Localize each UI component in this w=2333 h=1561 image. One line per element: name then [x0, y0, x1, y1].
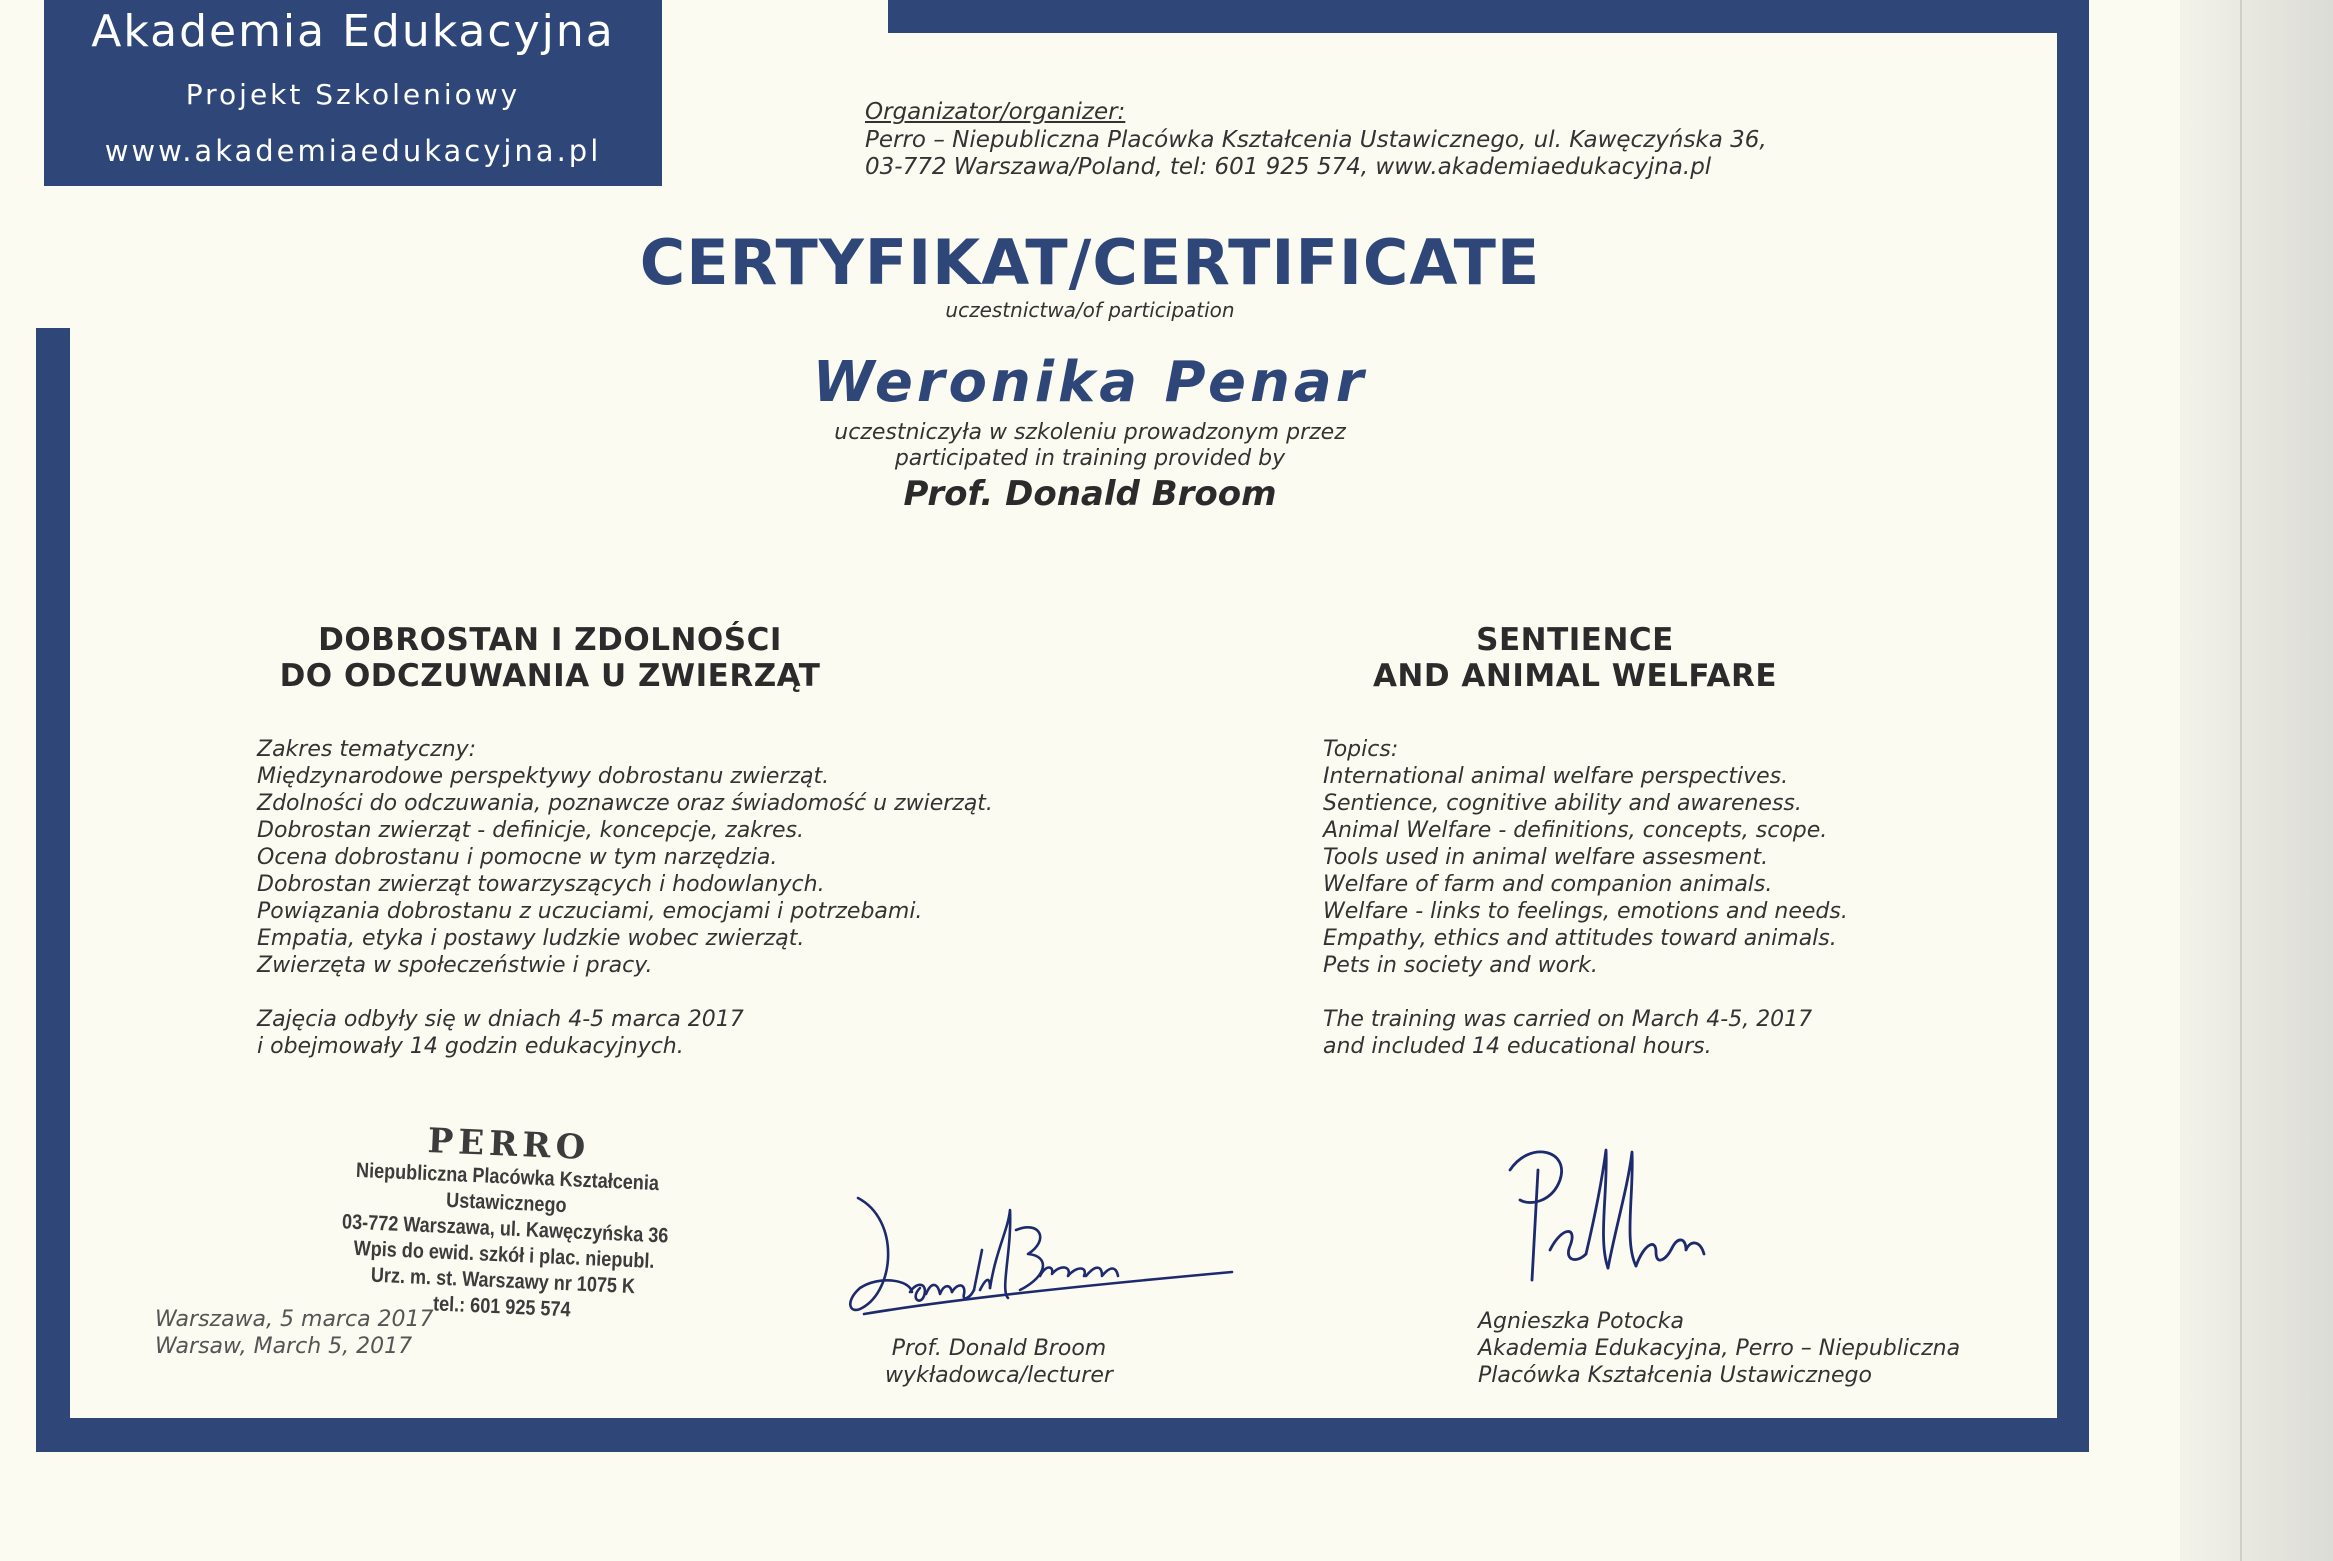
- polish-training-note: [257, 1006, 744, 1060]
- certificate-title: CERTYFIKAT/CERTIFICATE: [639, 226, 1541, 299]
- organizer-line-1: Perro – Niepubliczna Placówka Kształcenia Ustawicznego, ul. Kawęczyńska 36,: [865, 127, 1767, 153]
- frame-bottom-border: [36, 1418, 2089, 1452]
- list-item: Pets in society and work.: [1323, 953, 1598, 978]
- certificate-subtitle: uczestnictwa/of participation: [945, 298, 1235, 322]
- list-item: Tools used in animal welfare assesment.: [1323, 845, 1769, 870]
- stamp-line-5: tel.: 601 925 574: [432, 1292, 572, 1322]
- list-item: Ocena dobrostanu i pomocne w tym narzędzia.: [257, 845, 778, 870]
- logo-box: [44, 0, 662, 186]
- list-item: Zwierzęta w społeczeństwie i pracy.: [257, 953, 653, 978]
- potocka-org-2: Placówka Kształcenia Ustawicznego: [1478, 1363, 1872, 1388]
- potocka-org-1: Akademia Edukacyjna, Perro – Niepubliczna: [1478, 1336, 1961, 1361]
- participated-text-pl: uczestniczyła w szkoleniu prowadzonym przez: [834, 420, 1346, 445]
- english-note-line-1: The training was carried on March 4-5, 2017: [1323, 1007, 1813, 1032]
- logo-subtitle: Projekt Szkoleniowy: [185, 78, 521, 111]
- polish-heading-2: DO ODCZUWANIA U ZWIERZĄT: [279, 658, 821, 694]
- list-item: Empathy, ethics and attitudes toward animals.: [1323, 926, 1837, 951]
- broom-role: wykładowca/lecturer: [885, 1363, 1113, 1388]
- potocka-name: Agnieszka Potocka: [1478, 1309, 1684, 1334]
- frame-right-border: [2057, 0, 2089, 1452]
- english-heading-2: AND ANIMAL WELFARE: [1372, 658, 1778, 694]
- polish-note-line-1: Zajęcia odbyły się w dniach 4-5 marca 2017: [257, 1007, 744, 1032]
- paper-fold-line: [2240, 0, 2242, 1561]
- polish-heading-1: DOBROSTAN I ZDOLNOŚCI: [318, 622, 782, 658]
- list-item: Dobrostan zwierząt - definicje, koncepcje, zakres.: [257, 818, 804, 843]
- logo-url: www.akademiaedukacyjna.pl: [104, 134, 602, 168]
- list-item: Animal Welfare - definitions, concepts, scope.: [1323, 818, 1828, 843]
- participant-name: Weronika Penar: [812, 350, 1368, 415]
- lecturer-name: Prof. Donald Broom: [903, 474, 1277, 514]
- list-item: Międzynarodowe perspektywy dobrostanu zwierząt.: [257, 764, 830, 789]
- potocka-signature: [1490, 1130, 1770, 1300]
- participated-text-en: participated in training provided by: [894, 446, 1286, 471]
- place-date-en: Warsaw, March 5, 2017: [155, 1334, 413, 1359]
- list-item: Welfare of farm and companion animals.: [1323, 872, 1773, 897]
- paper-edge: [2180, 0, 2333, 1561]
- list-item: Sentience, cognitive ability and awareness.: [1323, 791, 1802, 816]
- place-date-pl: Warszawa, 5 marca 2017: [155, 1307, 434, 1332]
- polish-topics-label: Zakres tematyczny:: [257, 737, 477, 762]
- list-item: Empatia, etyka i postawy ludzkie wobec zwierząt.: [257, 926, 805, 951]
- organizer-label: Organizator/organizer:: [865, 99, 1126, 125]
- stamp-line-1: Niepubliczna Placówka Kształcenia Ustawicznego: [355, 1158, 660, 1218]
- stamp-line-4: Urz. m. st. Warszawy nr 1075 K: [370, 1263, 636, 1299]
- potocka-caption: [1478, 1308, 1960, 1389]
- stamp-title: PERRO: [426, 1121, 592, 1169]
- list-item: Zdolności do odczuwania, poznawcze oraz świadomość u zwierząt.: [257, 791, 993, 816]
- broom-caption: [885, 1335, 1113, 1389]
- list-item: Welfare - links to feelings, emotions and needs.: [1323, 899, 1848, 924]
- english-heading-1: SENTIENCE: [1476, 622, 1674, 658]
- english-note-line-2: and included 14 educational hours.: [1323, 1034, 1712, 1059]
- polish-topics: [257, 736, 993, 979]
- frame-top-border: [888, 0, 2089, 33]
- list-item: Dobrostan zwierząt towarzyszących i hodowlanych.: [257, 872, 825, 897]
- perro-stamp: [281, 1115, 729, 1330]
- frame-left-border: [36, 328, 70, 1452]
- english-topics-label: Topics:: [1323, 737, 1399, 762]
- english-topics: [1323, 736, 1848, 979]
- stamp-line-2: 03-772 Warszawa, ul. Kawęczyńska 36: [341, 1210, 669, 1248]
- broom-name: Prof. Donald Broom: [891, 1336, 1107, 1361]
- polish-note-line-2: i obejmowały 14 godzin edukacyjnych.: [257, 1034, 684, 1059]
- organizer-line-2: 03-772 Warszawa/Poland, tel: 601 925 574, www.akademiaedukacyjna.pl: [865, 154, 1712, 180]
- logo-title: Akademia Edukacyjna: [91, 6, 615, 57]
- english-training-note: [1323, 1006, 1812, 1060]
- list-item: International animal welfare perspectives.: [1323, 764, 1789, 789]
- list-item: Powiązania dobrostanu z uczuciami, emocjami i potrzebami.: [257, 899, 923, 924]
- broom-signature: [840, 1180, 1240, 1330]
- stamp-line-3: Wpis do ewid. szkół i plac. niepubl.: [353, 1236, 655, 1274]
